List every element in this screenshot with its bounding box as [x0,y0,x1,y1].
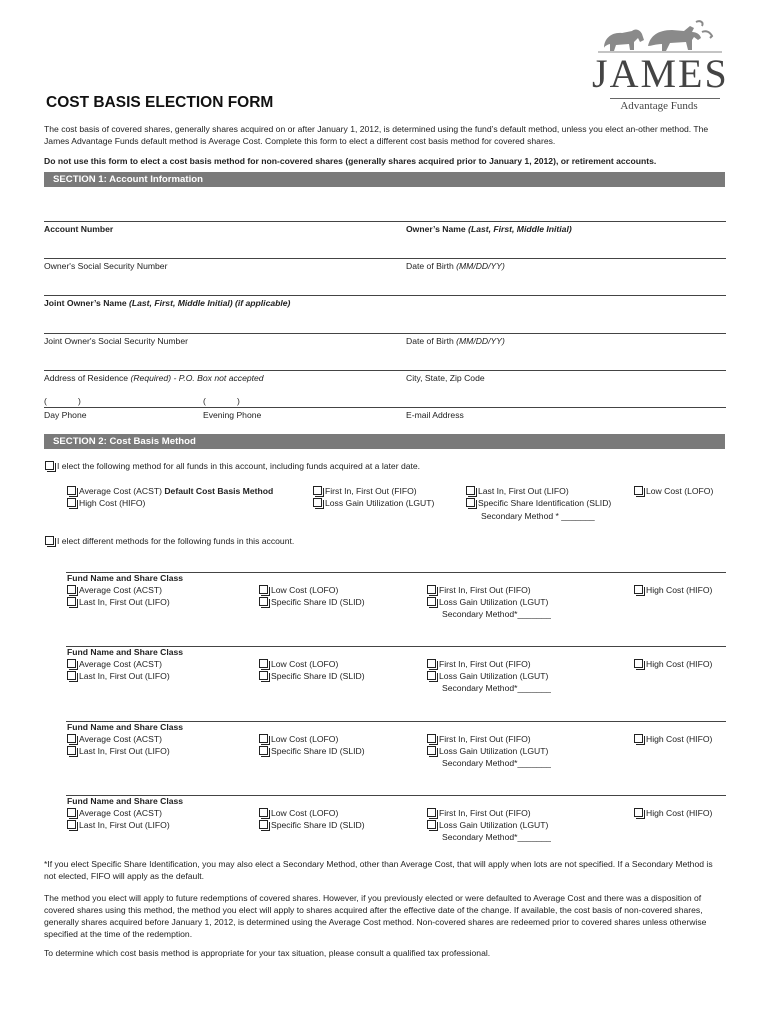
checkbox-icon[interactable] [634,734,643,743]
fund-slid[interactable]: Specific Share ID (SLID) [259,671,365,682]
joint-dob-label: Date of Birth (MM/DD/YY) [406,336,505,346]
account-number-label: Account Number [44,224,114,234]
checkbox-icon[interactable] [427,597,436,606]
dob-label: Date of Birth (MM/DD/YY) [406,261,505,271]
fund-name-label: Fund Name and Share Class [67,573,184,583]
fund-secondary[interactable]: Secondary Method*_______ [442,758,551,768]
fund-fifo[interactable]: First In, First Out (FIFO) [427,585,531,596]
checkbox-icon[interactable] [427,820,436,829]
checkbox-icon[interactable] [634,659,643,668]
checkbox-icon[interactable] [313,498,322,507]
city-state-zip-label: City, State, Zip Code [406,373,485,383]
day-phone-label: Day Phone [44,410,87,420]
option-different-funds[interactable]: I elect different methods for the following funds in this account. [45,536,294,547]
fund-lifo[interactable]: Last In, First Out (LIFO) [67,597,170,608]
owners-name-label: Owner’s Name (Last, First, Middle Initial) [406,224,572,234]
fund-name-label: Fund Name and Share Class [67,722,184,732]
fund-name-label: Fund Name and Share Class [67,647,184,657]
checkbox-icon[interactable] [67,659,76,668]
logo-subtitle: Advantage Funds [620,100,698,112]
page-title: COST BASIS ELECTION FORM [46,94,274,111]
day-phone-paren-open: ( [44,396,47,406]
checkbox-icon[interactable] [259,585,268,594]
checkbox-icon[interactable] [427,585,436,594]
checkbox-icon[interactable] [259,746,268,755]
checkbox-icon[interactable] [259,659,268,668]
fund-secondary[interactable]: Secondary Method*_______ [442,609,551,619]
fund-lifo[interactable]: Last In, First Out (LIFO) [67,746,170,757]
fund-lofo[interactable]: Low Cost (LOFO) [259,734,338,745]
fund-hifo[interactable]: High Cost (HIFO) [634,808,712,819]
bull-bear-icon [598,18,722,54]
email-label: E-mail Address [406,410,464,420]
checkbox-icon[interactable] [259,671,268,680]
method-fifo[interactable]: First In, First Out (FIFO) [313,486,417,497]
checkbox-icon[interactable] [259,597,268,606]
checkbox-icon[interactable] [67,498,76,507]
section2-header: SECTION 2: Cost Basis Method [44,434,725,449]
method-slid[interactable]: Specific Share Identification (SLID) [466,498,611,509]
fund-hifo[interactable]: High Cost (HIFO) [634,734,712,745]
checkbox-icon[interactable] [634,585,643,594]
checkbox-icon[interactable] [466,498,475,507]
logo-brand: JAMES [592,51,729,96]
fund-lifo[interactable]: Last In, First Out (LIFO) [67,671,170,682]
checkbox-icon[interactable] [67,808,76,817]
company-logo [592,18,729,118]
checkbox-icon[interactable] [427,746,436,755]
evening-phone-paren-open: ( [203,396,206,406]
checkbox-icon[interactable] [45,461,54,470]
evening-phone-label: Evening Phone [203,410,262,420]
method-hifo[interactable]: High Cost (HIFO) [67,498,145,509]
fund-lgut[interactable]: Loss Gain Utilization (LGUT) [427,597,548,608]
fund-acst[interactable]: Average Cost (ACST) [67,734,162,745]
checkbox-icon[interactable] [259,734,268,743]
fund-hifo[interactable]: High Cost (HIFO) [634,659,712,670]
fund-acst[interactable]: Average Cost (ACST) [67,585,162,596]
checkbox-icon[interactable] [634,486,643,495]
fund-slid[interactable]: Specific Share ID (SLID) [259,597,365,608]
fund-acst[interactable]: Average Cost (ACST) [67,659,162,670]
method-acst[interactable]: Average Cost (ACST) Default Cost Basis Method [67,486,273,497]
checkbox-icon[interactable] [466,486,475,495]
checkbox-icon[interactable] [67,746,76,755]
fund-lgut[interactable]: Loss Gain Utilization (LGUT) [427,671,548,682]
method-secondary[interactable]: Secondary Method * _______ [481,511,595,521]
checkbox-icon[interactable] [313,486,322,495]
checkbox-icon[interactable] [45,536,54,545]
fund-lgut[interactable]: Loss Gain Utilization (LGUT) [427,820,548,831]
fund-lofo[interactable]: Low Cost (LOFO) [259,585,338,596]
checkbox-icon[interactable] [259,820,268,829]
option-all-funds[interactable]: I elect the following method for all funds in this account, including funds acquired at a later date. [45,461,420,472]
checkbox-icon[interactable] [67,597,76,606]
checkbox-icon[interactable] [427,808,436,817]
checkbox-icon[interactable] [67,820,76,829]
method-explanation-text: The method you elect will apply to future redemptions of covered shares. However, if you previously elected or were defaulted to Average Cost and there was a disposition of covered shares using this method, the method you elect will apply to shares acquired after the effective date of the change. If available, the cost basis of non-covered shares, generally shares acquired before January 1, 2012, is determined using the Average Cost method. Non-covered shares are redeemed prior to covered shares unless otherwise specified at the time of the redemption. [44,893,707,939]
evening-phone-paren-close: ) [237,396,240,406]
fund-hifo[interactable]: High Cost (HIFO) [634,585,712,596]
fund-fifo[interactable]: First In, First Out (FIFO) [427,808,531,819]
fund-lifo[interactable]: Last In, First Out (LIFO) [67,820,170,831]
fund-fifo[interactable]: First In, First Out (FIFO) [427,659,531,670]
address-label: Address of Residence (Required) - P.O. Box not accepted [44,373,264,383]
section1-header: SECTION 1: Account Information [44,172,725,187]
warning-text: Do not use this form to elect a cost basis method for non-covered shares (generally shares acquired prior to January 1, 2012), or retirement accounts. [44,156,657,166]
fund-secondary[interactable]: Secondary Method*_______ [442,683,551,693]
owner-ssn-label: Owner's Social Security Number [44,261,168,271]
fund-slid[interactable]: Specific Share ID (SLID) [259,820,365,831]
method-lofo[interactable]: Low Cost (LOFO) [634,486,713,497]
checkbox-icon[interactable] [427,734,436,743]
checkbox-icon[interactable] [259,808,268,817]
footnote-text: *If you elect Specific Share Identification, you may also elect a Secondary Method, other than Average Cost, that will apply when lots are not specified. If a Secondary Method is not elected, FIFO will apply as the default. [44,859,713,881]
fund-acst[interactable]: Average Cost (ACST) [67,808,162,819]
checkbox-icon[interactable] [67,585,76,594]
checkbox-icon[interactable] [634,808,643,817]
joint-owner-name-label: Joint Owner’s Name (Last, First, Middle Initial) (if applicable) [44,298,291,308]
checkbox-icon[interactable] [67,734,76,743]
fund-lofo[interactable]: Low Cost (LOFO) [259,808,338,819]
fund-lgut[interactable]: Loss Gain Utilization (LGUT) [427,746,548,757]
day-phone-paren-close: ) [78,396,81,406]
fund-fifo[interactable]: First In, First Out (FIFO) [427,734,531,745]
checkbox-icon[interactable] [67,486,76,495]
method-lifo[interactable]: Last In, First Out (LIFO) [466,486,569,497]
fund-name-label: Fund Name and Share Class [67,796,184,806]
intro-text: The cost basis of covered shares, generally shares acquired on or after January 1, 2012, is determined using the fund’s default method, unless you elect an-other method. The James Advantage Funds default method is Average Cost. Complete this form to elect a different cost basis method for covered shares. [44,124,709,146]
checkbox-icon[interactable] [67,671,76,680]
tax-advice-text: To determine which cost basis method is appropriate for your tax situation, please consult a qualified tax professional. [44,948,491,958]
fund-slid[interactable]: Specific Share ID (SLID) [259,746,365,757]
checkbox-icon[interactable] [427,671,436,680]
checkbox-icon[interactable] [427,659,436,668]
method-lgut[interactable]: Loss Gain Utilization (LGUT) [313,498,434,509]
joint-ssn-label: Joint Owner's Social Security Number [44,336,188,346]
fund-secondary[interactable]: Secondary Method*_______ [442,832,551,842]
fund-lofo[interactable]: Low Cost (LOFO) [259,659,338,670]
